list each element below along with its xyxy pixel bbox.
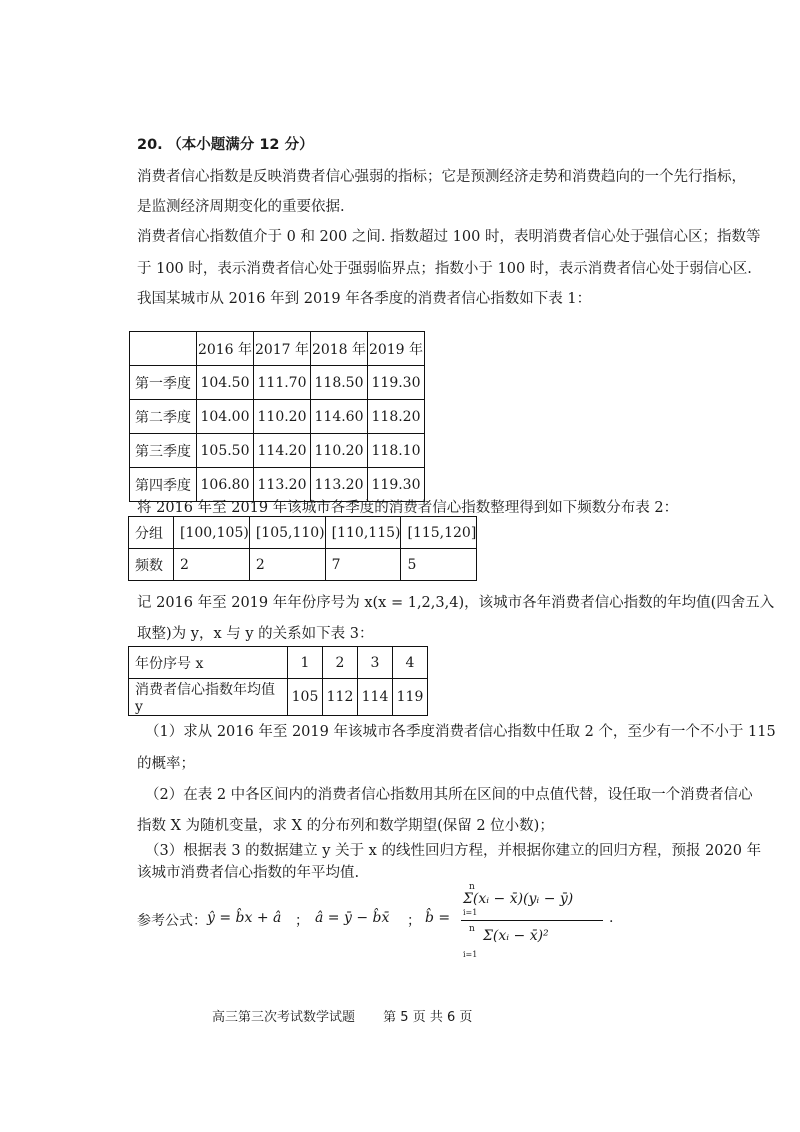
- table-row: [129, 679, 428, 716]
- question-score-note: （本小题满分 12 分）: [167, 137, 314, 153]
- table-cell: 105.50: [197, 434, 254, 468]
- formula-sep: ；: [407, 913, 421, 929]
- table-cell: 第一季度: [130, 366, 197, 400]
- sum-upper-limit: n: [469, 924, 475, 934]
- table-cell: 消费者信心指数年均值 y: [129, 679, 288, 716]
- table-cell: [100,105): [174, 517, 250, 549]
- table-cell: [110,115): [325, 517, 401, 549]
- table-cell: 2: [174, 549, 250, 581]
- intro-line: 我国某城市从 2016 年到 2019 年各季度的消费者信心指数如下表 1：: [137, 291, 592, 307]
- part-2-cont: 指数 X 为随机变量，求 X 的分布列和数学期望(保留 2 位小数)；: [137, 818, 554, 834]
- table-cell: 119: [393, 679, 428, 716]
- intro-line: 消费者信心指数是反映消费者信心强弱的指标；它是预测经济走势和消费趋向的一个先行指标，: [137, 169, 746, 185]
- table-1: [129, 331, 425, 502]
- table-cell: 分组: [129, 517, 174, 549]
- part-1: （1）求从 2016 年至 2019 年该城市各季度消费者信心指数中任取 2 个，至少有一个不小于 115: [145, 724, 776, 740]
- table-cell: 频数: [129, 549, 174, 581]
- exam-title: 高三第三次考试数学试题: [212, 1010, 356, 1025]
- intro-line: 是监测经济周期变化的重要依据.: [137, 199, 345, 215]
- formula-denominator: Σ(xᵢ − x̄)²: [483, 928, 549, 944]
- table-cell: 110.20: [254, 400, 311, 434]
- table-cell: 2017 年: [254, 332, 311, 366]
- table-2: [128, 516, 477, 581]
- formula-label: 参考公式：: [137, 913, 207, 929]
- table-cell: 2: [249, 549, 325, 581]
- table-row: [129, 549, 477, 581]
- table-cell: 1: [288, 647, 323, 679]
- table-cell: 113.20: [254, 468, 311, 502]
- sum-lower-limit: i=1: [463, 908, 478, 917]
- table-cell: 第三季度: [130, 434, 197, 468]
- table-cell: 106.80: [197, 468, 254, 502]
- table-3-caption: 取整)为 y，x 与 y 的关系如下表 3：: [137, 626, 374, 642]
- table-cell: 年份序号 x: [129, 647, 288, 679]
- table-cell: 2: [323, 647, 358, 679]
- table-cell: 104.50: [197, 366, 254, 400]
- table-cell: 113.20: [311, 468, 368, 502]
- table-cell: [105,110): [249, 517, 325, 549]
- table-cell: [130, 332, 197, 366]
- table-cell: 119.30: [368, 468, 425, 502]
- table-cell: 114.60: [311, 400, 368, 434]
- table-row: [130, 366, 425, 400]
- reference-formula: [137, 882, 697, 959]
- table-cell: 7: [325, 549, 401, 581]
- part-3: （3）根据表 3 的数据建立 y 关于 x 的线性回归方程，并根据你建立的回归方程，预报 2020 年: [145, 843, 762, 859]
- table-cell: [115,120]: [401, 517, 477, 549]
- table-cell: 114.20: [254, 434, 311, 468]
- table-cell: 114: [358, 679, 393, 716]
- table-cell: 2016 年: [197, 332, 254, 366]
- formula-regression: ŷ = b̂x + â: [207, 910, 282, 926]
- table-cell: 119.30: [368, 366, 425, 400]
- question-number: 20.: [137, 137, 163, 153]
- formula-intercept: â = ȳ − b̂x̄: [315, 910, 390, 926]
- page-number: 第 5 页 共 6 页: [383, 1010, 473, 1025]
- table-cell: 112: [323, 679, 358, 716]
- part-1-cont: 的概率；: [137, 756, 195, 772]
- table-cell: 104.00: [197, 400, 254, 434]
- table-1-header-row: [130, 332, 425, 366]
- table-row: [129, 517, 477, 549]
- part-3-cont: 该城市消费者信心指数的年平均值.: [137, 865, 360, 881]
- table-cell: 105: [288, 679, 323, 716]
- part-2: （2）在表 2 中各区间内的消费者信心指数用其所在区间的中点值代替，设任取一个消费者信心: [145, 787, 753, 803]
- table-cell: 3: [358, 647, 393, 679]
- table-3: [128, 646, 428, 716]
- intro-line: 于 100 时，表示消费者信心处于强弱临界点；指数小于 100 时，表示消费者信心处于弱信心区.: [137, 261, 752, 277]
- table-row: [129, 647, 428, 679]
- table-cell: 118.20: [368, 400, 425, 434]
- intro-line: 消费者信心指数值介于 0 和 200 之间. 指数超过 100 时，表明消费者信心处于强信心区；指数等: [137, 229, 761, 245]
- formula-end: .: [609, 910, 614, 926]
- table-cell: 111.70: [254, 366, 311, 400]
- table-row: [130, 434, 425, 468]
- formula-numerator: Σ(xᵢ − x̄)(yᵢ − ȳ): [463, 891, 574, 907]
- table-cell: 4: [393, 647, 428, 679]
- sum-lower-limit: i=1: [463, 950, 478, 959]
- table-3-caption: 记 2016 年至 2019 年年份序号为 x(x = 1,2,3,4)，该城市各年消费者信心指数的年均值(四舍五入: [137, 595, 775, 611]
- question-header: [137, 133, 314, 154]
- table-cell: 118.10: [368, 434, 425, 468]
- table-cell: 5: [401, 549, 477, 581]
- formula-slope-lhs: b̂ =: [425, 910, 451, 926]
- table-row: [130, 400, 425, 434]
- table-cell: 第二季度: [130, 400, 197, 434]
- table-cell: 110.20: [311, 434, 368, 468]
- page-footer: [212, 1006, 496, 1025]
- table-cell: 118.50: [311, 366, 368, 400]
- formula-sep: ；: [295, 913, 309, 929]
- table-2-caption: 将 2016 年至 2019 年该城市各季度的消费者信心指数整理得到如下频数分布表 2：: [137, 500, 679, 516]
- table-cell: 2019 年: [368, 332, 425, 366]
- fraction-bar: [461, 920, 603, 921]
- table-cell: 2018 年: [311, 332, 368, 366]
- table-cell: 第四季度: [130, 468, 197, 502]
- sum-upper-limit: n: [469, 882, 475, 892]
